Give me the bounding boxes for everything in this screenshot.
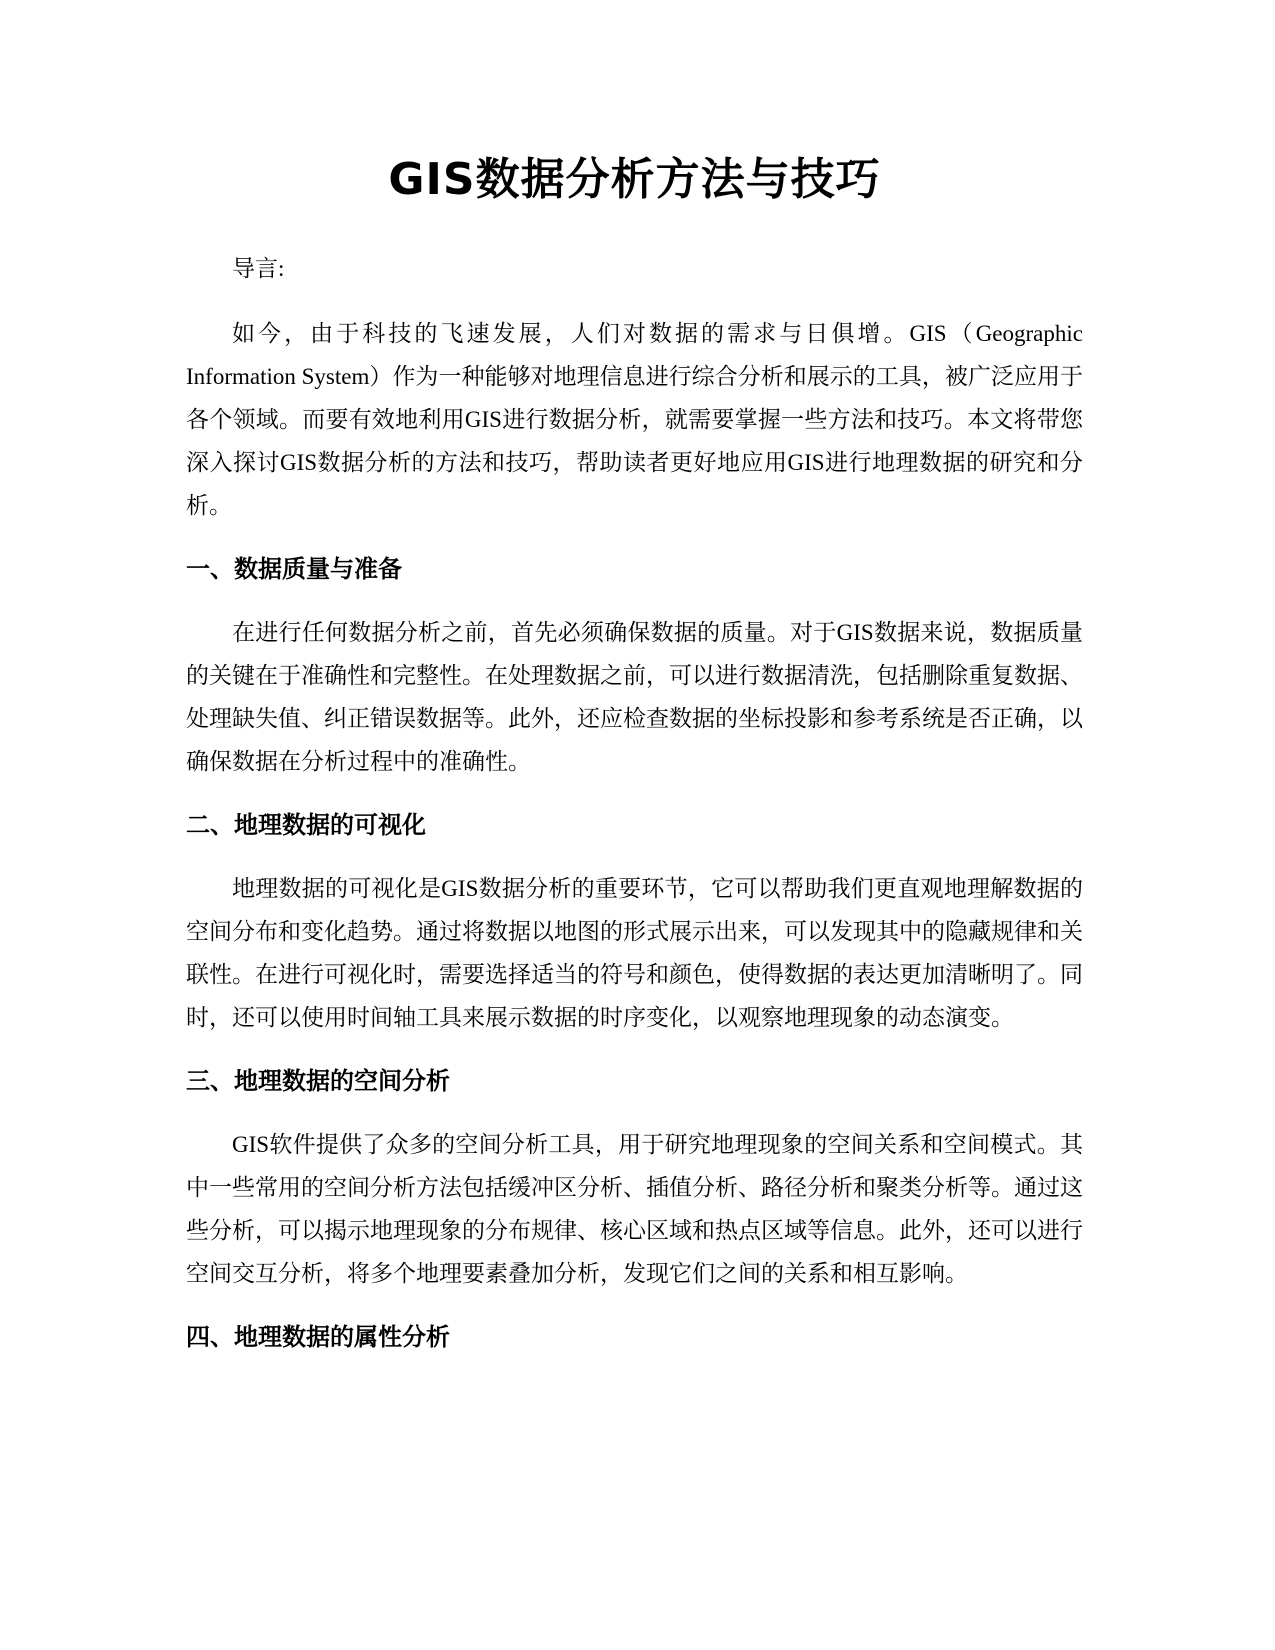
section-heading-data-quality: 一、数据质量与准备: [186, 555, 402, 583]
document-body: [186, 150, 1083, 1379]
intro-paragraph: 如今，由于科技的飞速发展，人们对数据的需求与日俱增。GIS（Geographic Information System）作为一种能够对地理信息进行综合分析和展示的工具，被广泛应用于各个领域。而要有效地利用GIS进行数据分析，就需要掌握一些方法和技巧。本文将带您深入探讨GIS数据分析的方法和技巧，帮助读者更好地应用GIS进行地理数据的研究和分析。: [186, 321, 1083, 518]
document-title: GIS数据分析方法与技巧: [388, 154, 881, 205]
section-heading-spatial-analysis: 三、地理数据的空间分析: [186, 1067, 450, 1095]
section-paragraph-spatial-analysis: GIS软件提供了众多的空间分析工具，用于研究地理现象的空间关系和空间模式。其中一些常用的空间分析方法包括缓冲区分析、插值分析、路径分析和聚类分析等。通过这些分析，可以揭示地理现象的分布规律、核心区域和热点区域等信息。此外，还可以进行空间交互分析，将多个地理要素叠加分析，发现它们之间的关系和相互影响。: [186, 1132, 1083, 1286]
section-heading-attribute-analysis: 四、地理数据的属性分析: [186, 1323, 450, 1351]
intro-label: 导言:: [232, 256, 285, 281]
section-paragraph-data-quality: 在进行任何数据分析之前，首先必须确保数据的质量。对于GIS数据来说，数据质量的关键在于准确性和完整性。在处理数据之前，可以进行数据清洗，包括删除重复数据、处理缺失值、纠正错误数据等。此外，还应检查数据的坐标投影和参考系统是否正确，以确保数据在分析过程中的准确性。: [186, 620, 1083, 774]
section-paragraph-visualization: 地理数据的可视化是GIS数据分析的重要环节，它可以帮助我们更直观地理解数据的空间分布和变化趋势。通过将数据以地图的形式展示出来，可以发现其中的隐藏规律和关联性。在进行可视化时，需要选择适当的符号和颜色，使得数据的表达更加清晰明了。同时，还可以使用时间轴工具来展示数据的时序变化，以观察地理现象的动态演变。: [186, 876, 1083, 1030]
section-heading-visualization: 二、地理数据的可视化: [186, 811, 426, 839]
